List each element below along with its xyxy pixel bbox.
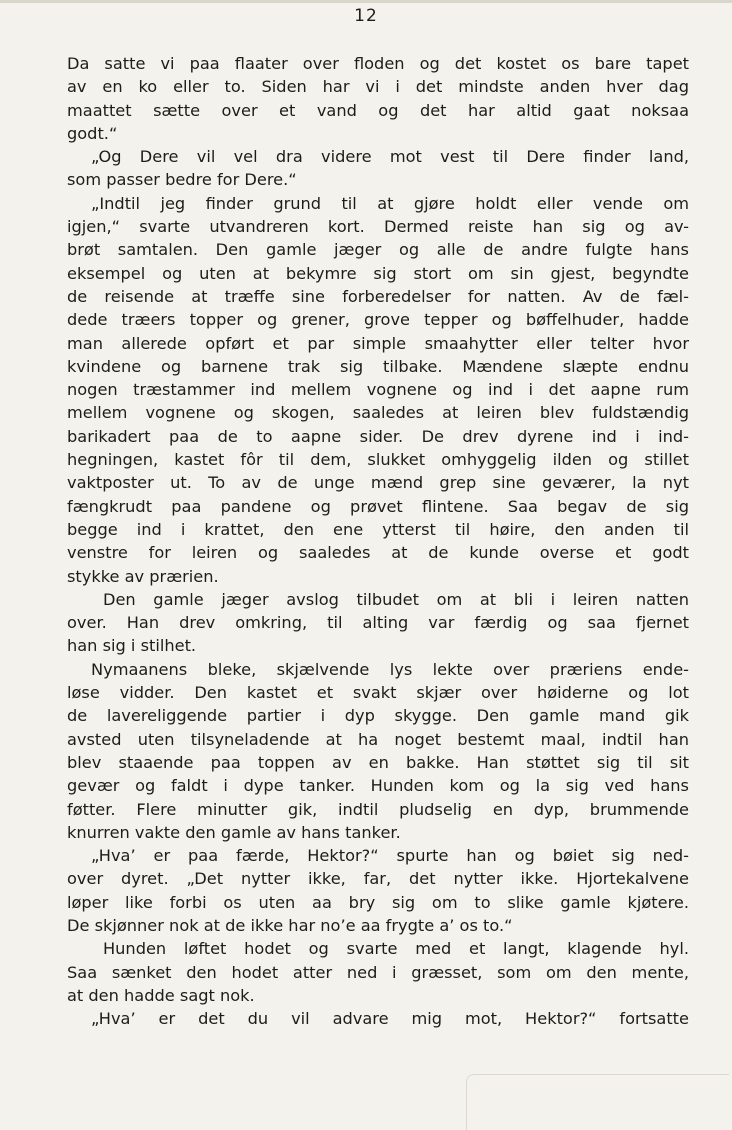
page-corner-mark	[466, 1074, 729, 1130]
text-line: de lavereliggende partier i dyp skygge. Den gamle mand gik	[67, 706, 689, 726]
text-line: at den hadde sagt nok.	[67, 985, 255, 1005]
text-line: løse vidder. Den kastet et svakt skjær over høiderne og lot	[67, 683, 689, 703]
text-line: Nymaanens bleke, skjælvende lys lekte over præriens ende-	[91, 659, 689, 679]
text-line: begge ind i krattet, den ene ytterst til høire, den anden til	[67, 519, 689, 539]
text-line: godt.“	[67, 123, 118, 143]
text-line: knurren vakte den gamle av hans tanker.	[67, 822, 401, 842]
text-line: løper like forbi os uten aa bry sig om to slike gamle kjøtere.	[67, 892, 689, 912]
text-line: stykke av prærien.	[67, 566, 219, 586]
text-line: nogen træstammer ind mellem vognene og ind i det aapne rum	[67, 380, 689, 400]
text-line: hegningen, kastet fôr til dem, slukket omhyggelig ilden og stillet	[67, 450, 689, 470]
text-line: kvindene og barnene trak sig tilbake. Mændene slæpte endnu	[67, 356, 689, 376]
text-line: han sig i stilhet.	[67, 636, 197, 656]
body-text	[67, 52, 689, 1030]
text-line: som passer bedre for Dere.“	[67, 170, 297, 190]
text-line: føtter. Flere minutter gik, indtil pludselig en dyp, brummende	[67, 799, 689, 819]
text-line: igjen,“ svarte utvandreren kort. Dermed reiste han sig og av-	[67, 217, 689, 237]
text-line: Den gamle jæger avslog tilbudet om at bli i leiren natten	[103, 589, 689, 609]
page-number: 12	[354, 6, 378, 26]
text-line: „Og Dere vil vel dra videre mot vest til Dere finder land,	[91, 147, 689, 167]
text-line: De skjønner nok at de ikke har no’e aa frygte a’ os to.“	[67, 915, 513, 935]
text-line: eksempel og uten at bekymre sig stort om sin gjest, begyndte	[67, 263, 689, 283]
text-line: „Indtil jeg finder grund til at gjøre holdt eller vende om	[91, 193, 689, 213]
page-top-edge	[0, 0, 732, 3]
text-line: avsted uten tilsyneladende at ha noget bestemt maal, indtil han	[67, 729, 689, 749]
text-line: over. Han drev omkring, til alting var færdig og saa fjernet	[67, 613, 689, 633]
text-line: blev staaende paa toppen av en bakke. Han støttet sig til sit	[67, 752, 689, 772]
text-line: gevær og faldt i dype tanker. Hunden kom og la sig ved hans	[67, 776, 689, 796]
text-line: „Hva’ er det du vil advare mig mot, Hektor?“ fortsatte	[91, 1009, 689, 1029]
text-line: barikadert paa de to aapne sider. De drev dyrene ind i ind-	[67, 426, 689, 446]
text-line: av en ko eller to. Siden har vi i det mindste anden hver dag	[67, 77, 689, 97]
text-line: fængkrudt paa pandene og prøvet flintene. Saa begav de sig	[67, 496, 689, 516]
text-line: over dyret. „Det nytter ikke, far, det nytter ikke. Hjortekalvene	[67, 869, 689, 889]
text-line: venstre for leiren og saaledes at de kunde overse et godt	[67, 543, 689, 563]
text-line: vaktposter ut. To av de unge mænd grep sine geværer, la nyt	[67, 473, 689, 493]
text-line: maattet sætte over et vand og det har altid gaat noksaa	[67, 100, 689, 120]
text-line: Da satte vi paa flaater over floden og det kostet os bare tapet	[67, 54, 689, 73]
text-line: „Hva’ er paa færde, Hektor?“ spurte han og bøiet sig ned-	[91, 846, 689, 866]
text-line: brøt samtalen. Den gamle jæger og alle de andre fulgte hans	[67, 240, 689, 260]
text-line: Saa sænket den hodet atter ned i græsset, som om den mente,	[67, 962, 689, 982]
text-line: de reisende at træffe sine forberedelser for natten. Av de fæl-	[67, 286, 689, 306]
text-line: dede træers topper og grener, grove tepper og bøffelhuder, hadde	[67, 310, 689, 330]
text-line: Hunden løftet hodet og svarte med et langt, klagende hyl.	[103, 939, 689, 959]
text-line: mellem vognene og skogen, saaledes at leiren blev fuldstændig	[67, 403, 689, 423]
text-line: man allerede opført et par simple smaahytter eller telter hvor	[67, 333, 689, 353]
